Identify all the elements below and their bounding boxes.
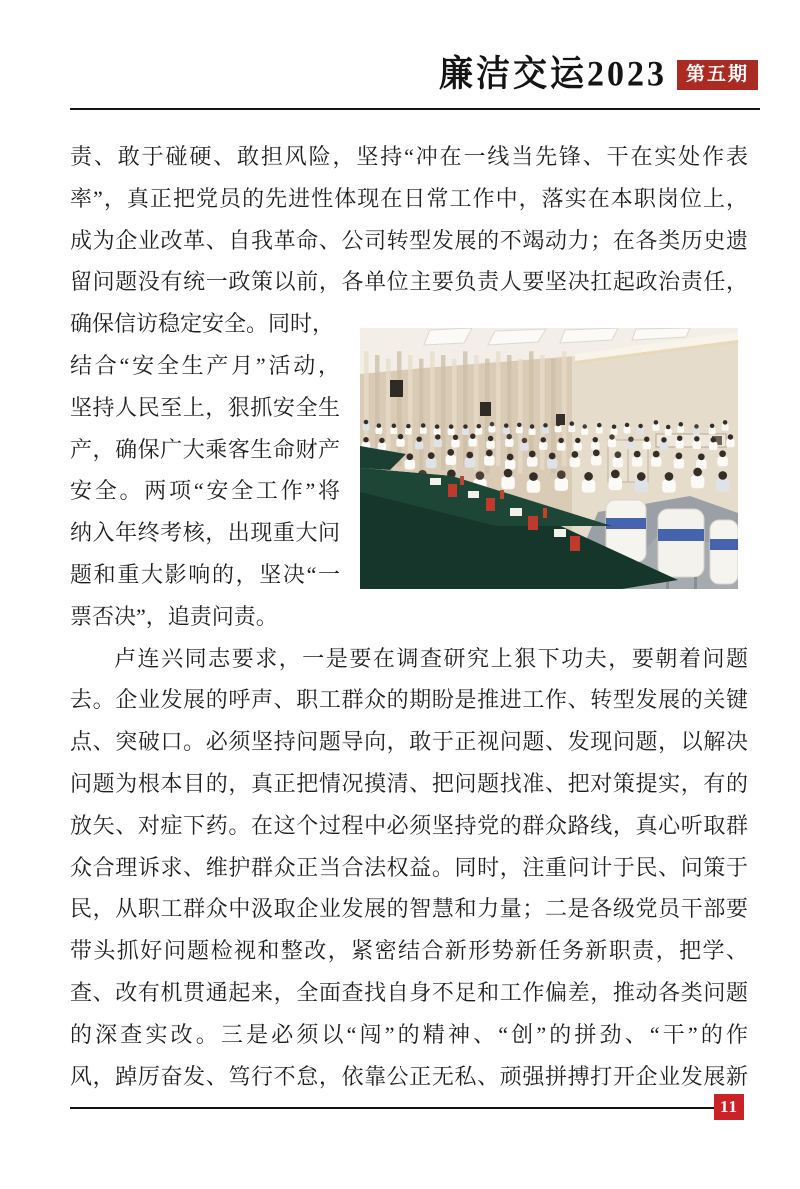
- text-line: 卢连兴同志要求，一是要在调查研究上狠下功夫，要朝着问题: [114, 645, 748, 671]
- text-line: 带头抓好问题检视和整改，紧密结合新形势新任务新职责，把学、: [70, 938, 748, 964]
- text-line: 产，确保广大乘客生命财产: [70, 436, 340, 462]
- header-rule: [70, 108, 760, 110]
- text-line: 安全。两项“安全工作”将: [70, 478, 340, 504]
- page-number-badge: 11: [714, 1094, 744, 1120]
- text-line: 去。企业发展的呼声、职工群众的期盼是推进工作、转型发展的关键: [70, 687, 748, 713]
- text-line: 结合“安全生产月”活动，: [70, 352, 340, 378]
- text-line: 率”，真正把党员的先进性体现在日常工作中，落实在本职岗位上，: [70, 185, 748, 211]
- text-line: 成为企业改革、自我革命、公司转型发展的不竭动力；在各类历史遗: [70, 227, 748, 253]
- text-line: 题和重大影响的，坚决“一: [70, 561, 340, 587]
- text-line: 留问题没有统一政策以前，各单位主要负责人要坚决扛起政治责任，: [70, 269, 748, 295]
- conference-photo-graphic: [360, 328, 738, 589]
- publication-title: 廉洁交运2023: [438, 55, 667, 94]
- issue-badge: 第五期: [677, 60, 758, 90]
- text-line: 票否决”，追责问责。: [70, 603, 278, 629]
- text-line: 点、突破口。必须坚持问题导向，敢于正视问题、发现问题，以解决: [70, 729, 748, 755]
- text-line: 的深查实改。三是必须以“闯”的精神、“创”的拼劲、“干”的作: [70, 1021, 748, 1047]
- text-line: 问题为根本目的，真正把情况摸清、把问题找准、把对策提实，有的: [70, 770, 748, 796]
- text-line: 坚持人民至上，狠抓安全生: [70, 394, 340, 420]
- text-line: 放矢、对症下药。在这个过程中必须坚持党的群众路线，真心听取群: [70, 812, 748, 838]
- text-line: 民，从职工群众中汲取企业发展的智慧和力量；二是各级党员干部要: [70, 896, 748, 922]
- text-line: 众合理诉求、维护群众正当合法权益。同时，注重问计于民、问策于: [70, 854, 748, 880]
- text-line: 查、改有机贯通起来，全面查找自身不足和工作偏差，推动各类问题: [70, 979, 748, 1005]
- text-line: 责、敢于碰硬、敢担风险，坚持“冲在一线当先锋、干在实处作表: [70, 144, 748, 169]
- page-header: [70, 55, 758, 94]
- footer-rule: [70, 1107, 714, 1109]
- text-line: 纳入年终考核，出现重大问: [70, 520, 340, 546]
- text-line: 风，踔厉奋发、笃行不怠，依靠公正无私、顽强拼搏打开企业发展新: [70, 1063, 748, 1089]
- conference-audience-photo: [360, 328, 738, 589]
- text-line: 确保信访稳定安全。同时，: [70, 311, 335, 337]
- article-body: [70, 136, 748, 1097]
